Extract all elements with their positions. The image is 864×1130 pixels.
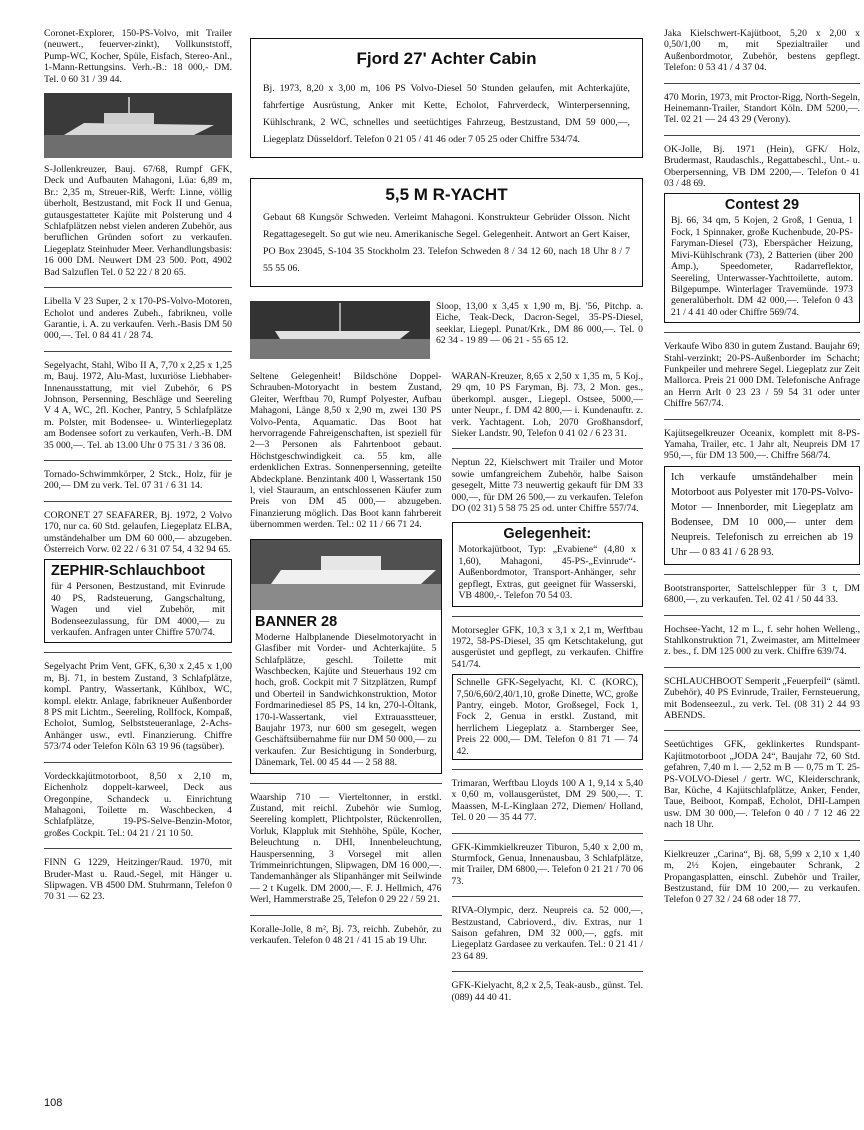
- divider: [44, 848, 232, 849]
- boat-photo: [251, 540, 441, 610]
- boxed-ad-schnelle: [452, 674, 644, 760]
- classified-ad: Segelyacht Prim Vent, GFK, 6,30 x 2,45 x 1,00 m, Bj. 71, in bestem Zustand, 3 Schlafplätze, kompl. Pantry, Wassertank, Kühlbox, WC, kompl. elektr. Anlage, fabrikneuer Außenborder 8 PS mit Lichtm., Seereling, Rollfock, Kompaß, Echolot, Sumlog, Selbststeueranlage, 2-Achs-Anhänger usw., evtl. Finanzierung. Chiffre 573/74 oder Telefon Köln 63 19 96 (tagsüber).: [44, 661, 232, 753]
- divider: [452, 896, 644, 897]
- divider: [664, 730, 860, 731]
- divider: [664, 332, 860, 333]
- sub-column-left: [250, 371, 442, 1003]
- classified-ad: S-Jollenkreuzer, Bauj. 67/68, Rumpf GFK, Deck und Aufbauten Mahagoni, Lüa: 6,89 m, Br.: 2,35 m, Streuer-Riß, Werft: Linne, völlig überholt, Bestzustand, mit Fock II und Genua, gutausgestatteter Kajüte mit Polsterung und 4 Schlafplätzen nebst vielen anderen Zubehör, aus beruflichen Gründen sofort zu verkaufen. Liegeplatz Steinhuder Meer. Verhandlungsbasis: 16 000 DM. Neuwert DM 23 500. Pott, 4902 Bad Salzuflen Tel. 0 52 22 / 8 20 65.: [44, 164, 232, 278]
- ad-text: Gebaut 68 Kungsör Schweden. Verleimt Mahagoni. Konstrukteur Gebrüder Olsson. Nicht Regattagesegelt. So gut wie neu. Amerikanische Segel. Gelegenheit. Antwort an Gert Kaiser, PO Box 23045, S-104 35 Stockholm 23. Telefon Schweden 8 / 34 12 60, nach 18 Uhr 8 / 7 55 55 06.: [263, 212, 630, 274]
- divider: [452, 448, 644, 449]
- boat-photo: [44, 93, 232, 158]
- divider: [44, 351, 232, 352]
- classified-ad: Coronet-Explorer, 150-PS-Volvo, mit Trailer (neuwert., feuerver-zinkt), Vollkunststoff, Pump-WC, Kocher, Spüle, Eisfach, Stereo-Anl., 1-Mann-Rettungsins. Verh.-B.: 18 000,- DM. Tel. 0 60 31 / 39 44.: [44, 28, 232, 85]
- boxed-ad-motorboot: [664, 466, 860, 565]
- boxed-ad-zephir: [44, 559, 232, 643]
- divider: [250, 783, 442, 784]
- divider: [664, 667, 860, 668]
- boat-photo: [250, 301, 430, 359]
- classified-ad: Segelyacht, Stahl, Wibo II A, 7,70 x 2,25 x 1,25 m, Bauj. 1972, Alu-Mast, luxuriöse Liebhaber-Innenausstattung, mit viel Zubehör, 6 PS Johnson, Persenning, Beschläge und Seereling V 4 A, WC, 2fl. Kocher, Pantry, 5 Schlafplätze m. Polster, mit Bodensee- u. Winterliegeplatz am Bodensee sofort zu verkaufen, Verh.-B. DM 35 000,—. Tel. ab 13.00 Uhr 0 75 31 / 3 36 08.: [44, 359, 232, 451]
- classified-ad: Kajütsegelkreuzer Oceanix, komplett mit 8-PS-Yamaha, Trailer, etc. 1 Jahr alt, Neupreis DM 17 950,—, für DM 13 500,—. Chiffre 568/74.: [664, 427, 860, 462]
- classified-ad: RIVA-Olympic, derz. Neupreis ca. 52 000,—, Bestzustand, Cabrioverd., div. Extras, nur 1 Saison gefahren, DM 32 000,—, ggfs. mit Liegeplatz Gardasee zu verkaufen. Tel.: 0 21 41 / 23 64 89.: [451, 905, 643, 962]
- classified-ad: Seetüchtiges GFK, geklinkertes Rundspant-Kajütmotorboot „JODA 24“, Baujahr 72, 60 Std. gefahren, 7,40 m l. — 2,52 m B — 0,75 m T. 25-PS-VOLVO-Diesel / gertr. WC, Kleiderschrank, Bar, Küche, 4 Kajütschlafplätze, Anker, Fender, Taue, Beiboot, Kompaß, Echolot, DHI-Lampen usw. DM 30 000,—. Telefon 0 40 / 7 12 46 22 nach 18 Uhr.: [664, 739, 860, 831]
- ad-title: Gelegenheit:: [503, 526, 592, 543]
- ad-text: Bj. 66, 34 qm, 5 Kojen, 2 Groß, 1 Genua, 1 Fock, 1 Spinnaker, große Kuchenbude, 20-PS-Faryman-Diesel (73), Eberspächer Heizung, Mivi-Kühlschrank (73), 2 Batterien (über 200 Amp.), Speedometer, Radarreflektor, Seereling, Unterwasser-Yachttoilette, autom. Bilgepumpe. Winterlager Travemünde. 1973 generalüberholt. DM 42 000,—. Telefon 0 43 21 / 4 41 40 oder Chiffre 569/74.: [671, 215, 853, 318]
- divider: [452, 833, 644, 834]
- classified-ad: GFK-Kimmkielkreuzer Tiburon, 5,40 x 2,00 m, Sturmfock, Genua, Innenausbau, 3 Schlafplätze, mit Trailer, DM 6800,—. Telefon 0 21 21 / 70 06 73.: [451, 841, 643, 887]
- classified-ad: 470 Morin, 1973, mit Proctor-Rigg, North-Segeln, Heinemann-Trailer, Standort Köln. DM 5200,—. Tel. 02 21 — 24 43 29 (Verony).: [664, 91, 860, 126]
- classified-ad: SCHLAUCHBOOT Semperit „Feuerpfeil“ (sämtl. Zubehör), 40 PS Evinrude, Trailer, Fernsteuerung, mit Bodenseezul., zu verk. Tel. (08 31) 2 44 93 ABENDS.: [664, 675, 860, 722]
- ad-title: BANNER 28: [255, 613, 338, 630]
- divider: [44, 762, 232, 763]
- classified-ad: CORONET 27 SEAFARER, Bj. 1972, 2 Volvo 170, nur ca. 60 Std. gelaufen, Liegeplatz ELBA, umständehalber um DM 60 000,— abzugeben. Österreich Vorw. 02 22 / 6 31 07 54, 4 32 94 65.: [44, 509, 232, 555]
- classified-ad: WARAN-Kreuzer, 8,65 x 2,50 x 1,35 m, 5 Koj., 29 qm, 10 PS Faryman, Bj. 73, 2 Mon. ges., überkompl. ausger., Liegepl. Ostsee, 5000,— unter Neupr., f. DM 42 800,— i. Kundenauftr. z. verk. Yachtagent. Loh, 2070 Großhansdorf, Sieker Landstr. 90, Telefon 0 41 02 / 6 23 31.: [451, 371, 643, 440]
- classified-ad: Jaka Kielschwert-Kajütboot, 5,20 x 2,00 x 0,50/1,00 m, mit Spezialtrailer und Außenbordmotor, Zubehör, bestens gepflegt. Telefon: 0 53 41 / 4 37 04.: [664, 28, 860, 74]
- column-middle: [250, 38, 643, 1003]
- ad-text: Schnelle GFK-Segelyacht, Kl. C (KORC), 7,50/6,60/2,40/1,10, große Dinette, WC, große Pantry, eingeb. Motor, Großsegel, Fock 1, Fock 2, Genua in erstkl. Zustand, mit herrlichem Liegeplatz a. Starnberger See, Preis 22 000,— DM. Telefon 0 81 71 — 74 42.: [456, 677, 638, 757]
- boxed-ad-fjord: [250, 38, 643, 158]
- ad-text: für 4 Personen, Bestzustand, mit Evinrude 40 PS, Radsteuerung, Gangschaltung, Wagen und viel Zubehör, mit Bodenseezulassung, für DM 4000,— zu verkaufen. Anfragen unter Chiffre 570/74.: [51, 581, 225, 639]
- sub-column-right: [452, 371, 644, 1003]
- classified-ad: GFK-Kielyacht, 8,2 x 2,5, Teak-ausb., günst. Tel. (089) 44 40 41.: [451, 980, 643, 1003]
- divider: [250, 915, 442, 916]
- divider: [44, 287, 232, 288]
- classified-ad: Vordeckkajütmotorboot, 8,50 x 2,10 m, Eichenholz doppelt-karweel, Deck aus Oregonpine, Schandeck u. Einrichtung Mahagoni, Toilette m. Waschbecken, 4 Schlafplätze, 19-PS-Selve-Benzin-Motor, großes Cockpit. Tel.: 04 21 / 21 10 50.: [44, 770, 232, 839]
- classified-ad: Waarship 710 — Vierteltonner, in erstkl. Zustand, mit reichl. Zubehör wie Sumlog, Seereling komplett, Plichtpolster, Rückenrollen, Vorluk, Klappluk mit Stehhöhe, Spüle, Kocher, Beleuchtung n. DHI, Innenbeleuchtung, Hauspersenning, 3 Vorsegel mit allen Trimmeinrichtungen, Slipwagen, DM 16 000,—. Tandemanhänger als Slipanhänger mit Seilwinde — 2 t Kugelk. DM 2000,—. F. J. Hellmich, 476 Werl, Hammerstraße 25, Telefon 0 29 22 / 59 21.: [250, 791, 442, 906]
- ad-text: Bj. 1973, 8,20 x 3,00 m, 106 PS Volvo-Diesel 50 Stunden gelaufen, mit Achterkajüte, fahrfertige Ausrüstung, Anker mit Kette, Echolot, Fahrverdeck, Winterpersenning, Kühlschrank, 2 WC, schnelles und seetüchtiges Fahrzeug, Bestzustand, DM 59 000,—, Liegeplatz Düsseldorf. Telefon 0 21 05 / 41 46 oder 7 05 25 oder Chiffre 534/74.: [263, 83, 630, 145]
- page-number: 108: [44, 1097, 63, 1109]
- ad-text: Ich verkaufe umständehalber mein Motorboot aus Polyester mit 170-PS-Volvo-Motor — Innenborder, mit Liegeplatz am Bodensee, DM 10 000,— unter dem Neupreis. Telefonisch zu erreichen ab 19 Uhr — 0 83 41 / 6 28 93.: [671, 471, 853, 558]
- divider: [664, 574, 860, 575]
- boxed-ad-r-yacht: [250, 178, 643, 287]
- classified-ad: Koralle-Jolle, 8 m², Bj. 73, reichh. Zubehör, zu verkaufen. Telefon 0 48 21 / 41 15 ab 19 Uhr.: [250, 923, 442, 947]
- divider: [44, 652, 232, 653]
- ad-text: Motorkajütboot, Typ: „Evabiene“ (4,80 x 1,60), Mahagoni, 45-PS-„Evinrude“-Außenbordmotor, Transport-Anhänger, sehr gepflegt, Extras, gut geeignet für Wasserski, VB 4800,-. Telefon 70 54 03.: [458, 544, 636, 602]
- divider: [664, 615, 860, 616]
- divider: [452, 616, 644, 617]
- classified-ad: Kielkreuzer „Carina“, Bj. 68, 5,99 x 2,10 x 1,40 m, 2½ Kojen, eingebauter Schrank, 2 Propangasplatten, einschl. Zubehör und Trailer, Bestzustand, für DM 10 200,— zu verkaufen. Telefon 0 27 32 / 24 68 oder 18 77.: [664, 848, 860, 906]
- classified-ad: Libella V 23 Super, 2 x 170-PS-Volvo-Motoren, Echolot und anderes Zubeh., fabrikneu, volle Garantie, i. A. zu verkaufen. Verh.-Basis DM 50 000,—. Tel. 0 84 41 / 28 74.: [44, 296, 232, 342]
- ad-title: Contest 29: [724, 197, 800, 214]
- divider: [664, 840, 860, 841]
- divider: [44, 501, 232, 502]
- classified-ad: Bootstransporter, Sattelschlepper für 3 t, DM 6800,—, zu verkaufen. Tel. 02 41 / 50 44 33.: [664, 582, 860, 606]
- ad-title: Fjord 27' Achter Cabin: [356, 49, 537, 68]
- divider: [44, 460, 232, 461]
- divider: [664, 83, 860, 84]
- divider: [452, 769, 644, 770]
- divider: [664, 419, 860, 420]
- classified-ad: Verkaufe Wibo 830 in gutem Zustand. Baujahr 69; Stahl-verzinkt; 20-PS-Außenborder im Schacht; Funkpeiler und mehrere Segel. Liegeplatz zur Zeit Mallorca. Preis 21 000 DM. Telefonische Anfrage an Herrn Arlt 0 23 23 / 59 54 31 oder unter Chiffre 567/74.: [664, 341, 860, 410]
- boxed-ad-contest: [664, 193, 860, 323]
- classified-ad: OK-Jolle, Bj. 1971 (Hein), GFK/ Holz, Brudermast, Raudaschls., Regattabeschl., Unt.- u. Oberpersenning, VB DM 2200,—. Telefon 0 41 03 / 48 69.: [664, 143, 860, 190]
- classified-ad: Motorsegler GFK, 10,3 x 3,1 x 2,1 m, Werftbau 1972, 58-PS-Diesel, 35 qm Ketschtakelung, gut ausgerüstet und gepflegt, zu verkaufen. Chiffre 541/74.: [451, 624, 643, 670]
- boxed-ad-gelegenheit: [452, 522, 644, 606]
- divider: [452, 971, 644, 972]
- classified-ad: Hochsee-Yacht, 12 m L., f. sehr hohen Welleng., Stahlkonstruktion 71, Zweimaster, am Mittelmeer z. bes., f. DM 125 000 zu verk. Chiffre 639/74.: [664, 623, 860, 658]
- ad-title: ZEPHIR-Schlauchboot: [51, 563, 205, 580]
- boxed-ad-banner: [250, 539, 442, 774]
- classified-ad: Seltene Gelegenheit! Bildschöne Doppel-Schrauben-Motoryacht in bestem Zustand, Gleiter, Werftbau 70, Rumpf Polyester, Aufbau Mahagoni, Länge 8,50 x 2,90 m, zwei 130 PS Volvo-Penta, Aquamatic. Das Boot hat hervorragende Fahreigenschaften, ist speziell für 2—3 Personen als Fahrtenboot gebaut. Höchstgeschwindigkeit ca. 55 km, alle erdenklichen Extras. Sonnenpersenning, geteilte Abdeckplane. Benzintank 400 l, Wassertank 150 l, viel Stauraum, an entschlossenen Käufer zum Preis von DM 45 000,— abzugeben. Finanzierung möglich. Das Boot kann fahrbereit übernommen werden. Tel.: 02 11 / 66 71 24.: [250, 371, 442, 531]
- classified-ad: FINN G 1229, Heitzinger/Raud. 1970, mit Bruder-Mast u. Raud.-Segel, mit Hänger u. Slipwagen. VB 4500 DM. Stuhrmann, Telefon 0 70 31 — 62 23.: [44, 857, 232, 903]
- divider: [664, 135, 860, 136]
- ad-title: 5,5 M R-YACHT: [385, 185, 508, 204]
- classified-ad: Neptun 22, Kielschwert mit Trailer und Motor sowie umfangreichem Zubehör, halbe Saison gesegelt, Mitte 73 neuwertig gekauft für DM 33 000,—, für DM 26 500,— zu verkaufen. Telefon DO (02 31) 5 58 75 25 od. unter Chiffre 557/74.: [451, 457, 643, 515]
- classified-ad: Tornado-Schwimmkörper, 2 Stck., Holz, für je 200,— DM zu verk. Tel. 07 31 / 6 31 14.: [44, 468, 232, 492]
- ad-text: Moderne Halbplanende Dieselmotoryacht in Glasfiber mit Vorder- und Achterkajüte. 5 Schlafplätze, geschl. Toilette mit Waschbecken, Kajüte und Steuerhaus 192 cm hoch, groß. Cockpit mit 7 Sitzplätzen, Rumpf und Oberteil in Sandwichkonstruktion, Motor Fordmarinediesel 85 PS, 14 kn, 270-l-Öltank, 170-l-Wassertank, viel Extrauasstteuer, Baujahr 1973, nur 600 sm gesegelt, wegen Geschäftsübernahme für nur DM 50 000,— zu verkaufen. Zur Besichtigung in Sonderburg, Dänemark, Tel. 00 45 44 — 2 58 88.: [255, 631, 437, 769]
- classified-ad: Trimaran, Werftbau Lloyds 100 A 1, 9,14 x 5,40 x 0,60 m, vollausgerüstet, DM 29 500,—. T. Maassen, M-L-Kinglaan 272, Diemen/ Holland, Tel. 0 20 — 35 44 77.: [451, 777, 643, 824]
- column-left: [44, 28, 232, 903]
- classified-ad: Sloop, 13,00 x 3,45 x 1,90 m, Bj. '56, Pitchp. a. Eiche, Teak-Deck, Dacron-Segel, 35-PS-Diesel, seeklar, Liegepl. Punat/Krk., DM 86 000,—. Tel. 0 62 34 - 19 89 — 06 21 - 55 65 12.: [436, 301, 643, 347]
- column-right: [664, 28, 860, 906]
